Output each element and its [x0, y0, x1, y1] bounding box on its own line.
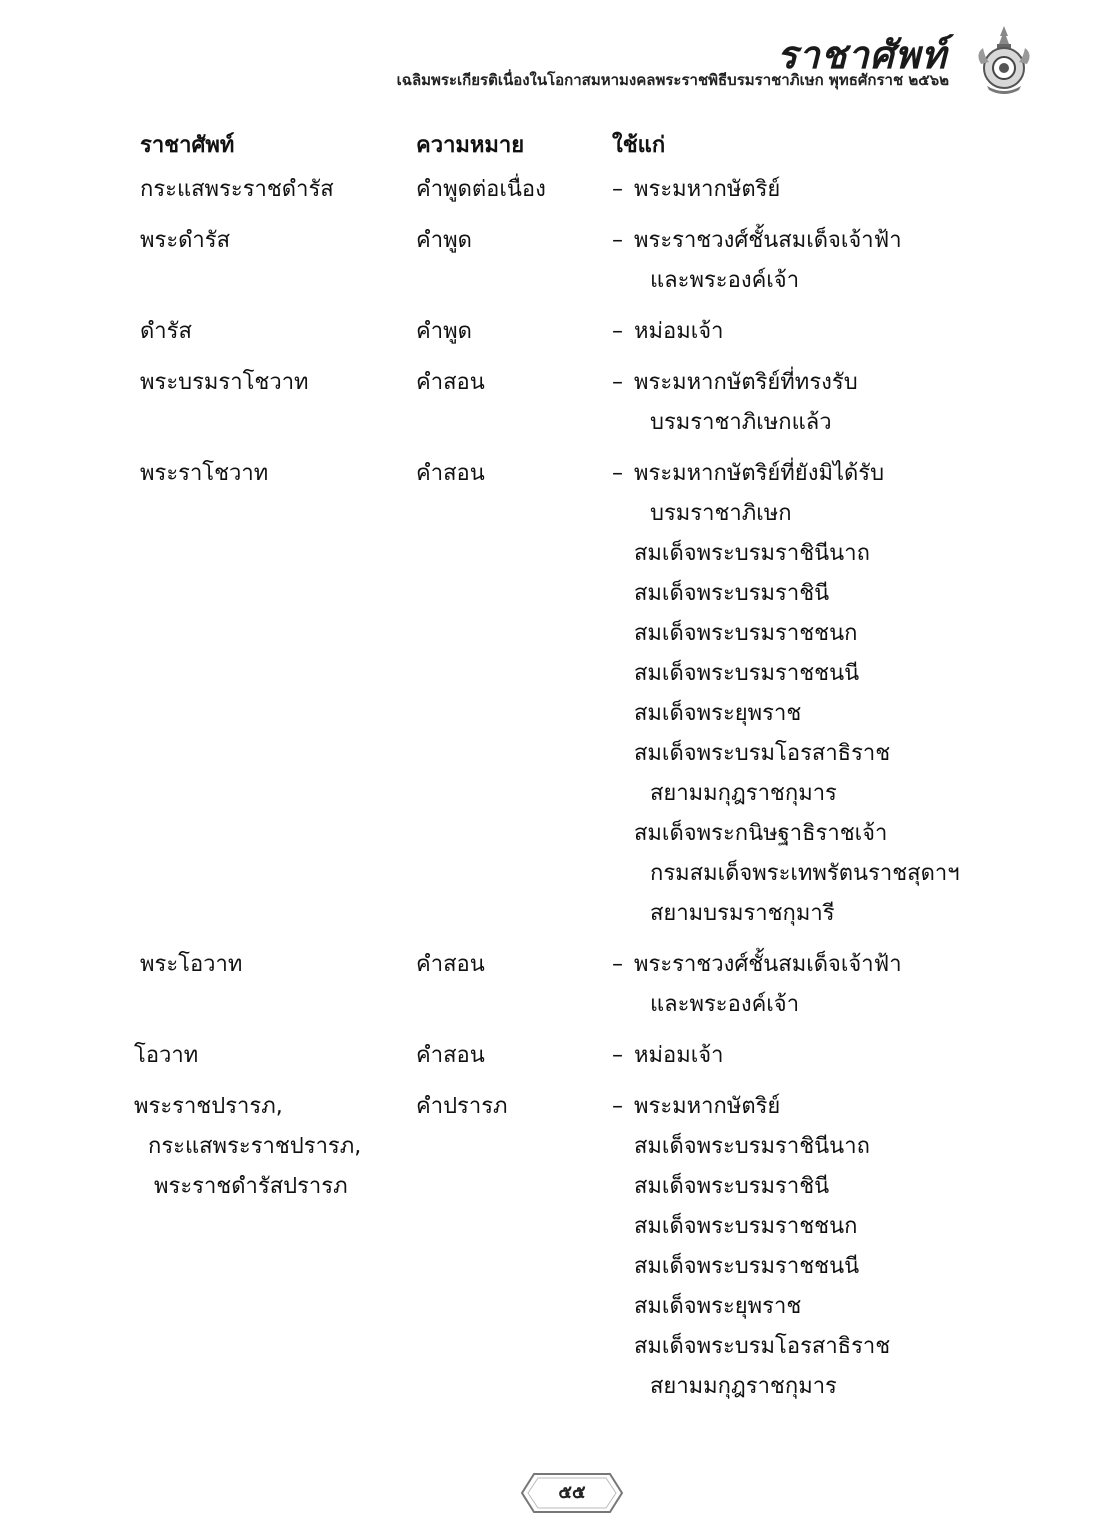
meaning-cell: คำพูด	[416, 228, 472, 253]
applies-to-line	[612, 363, 1052, 403]
table-row	[0, 945, 1093, 1036]
term-cell	[140, 170, 410, 210]
applies-to-line	[612, 454, 1052, 494]
applies-to-cell	[612, 221, 1052, 301]
table-header-row	[0, 120, 1093, 170]
page-number-badge	[520, 1472, 624, 1514]
applies-to-text: พระมหากษัตริย์ที่ยังมิได้รับ	[634, 461, 885, 486]
column-header: ราชาศัพท์	[140, 133, 235, 158]
table-row	[0, 454, 1093, 945]
meaning-cell: คำสอน	[416, 461, 485, 486]
applies-to-cell	[612, 312, 1052, 352]
term-cell	[140, 945, 410, 985]
applies-to-line	[612, 654, 1052, 694]
applies-to-cell	[612, 170, 1052, 210]
applies-to-cell	[612, 1087, 1052, 1407]
applies-to-line	[612, 312, 1052, 352]
applies-to-line	[612, 534, 1052, 574]
applies-to-line	[612, 814, 1052, 854]
term-cell	[140, 221, 410, 261]
applies-to-line	[612, 734, 1052, 774]
applies-to-line	[612, 1087, 1052, 1127]
applies-to-text: กรมสมเด็จพระเทพรัตนราชสุดาฯ	[650, 861, 960, 886]
term-text: พระราชปรารภ,	[134, 1094, 283, 1119]
applies-to-line	[612, 1207, 1052, 1247]
applies-to-line	[612, 1036, 1052, 1076]
applies-to-text: และพระองค์เจ้า	[650, 992, 800, 1017]
dash-marker: –	[612, 1094, 623, 1119]
applies-to-text: พระมหากษัตริย์	[634, 177, 781, 202]
applies-to-text: สมเด็จพระกนิษฐาธิราชเจ้า	[634, 821, 888, 846]
applies-to-line	[612, 774, 1052, 814]
applies-to-cell	[612, 363, 1052, 443]
royal-emblem-icon	[973, 24, 1035, 94]
table-row	[0, 170, 1093, 221]
applies-to-text: บรมราชาภิเษกแล้ว	[650, 410, 832, 435]
table-row	[0, 221, 1093, 312]
applies-to-text: พระมหากษัตริย์ที่ทรงรับ	[634, 370, 858, 395]
page-subtitle: เฉลิมพระเกียรติเนื่องในโอกาสมหามงคลพระราชพิธีบรมราชาภิเษก พุทธศักราช ๒๕๖๒	[396, 71, 949, 89]
applies-to-text: และพระองค์เจ้า	[650, 268, 800, 293]
meaning-cell: คำสอน	[416, 370, 485, 395]
applies-to-line	[612, 403, 1052, 443]
page-header	[365, 18, 1065, 98]
applies-to-cell	[612, 454, 1052, 934]
term-cell	[134, 1036, 404, 1076]
term-text: โอวาท	[134, 1043, 199, 1068]
column-header: ความหมาย	[416, 133, 525, 158]
dash-marker: –	[612, 952, 623, 977]
applies-to-text: สมเด็จพระบรมราชชนนี	[634, 661, 860, 686]
applies-to-text: สมเด็จพระบรมโอรสาธิราช	[634, 1334, 891, 1359]
term-text: พระโอวาท	[140, 952, 243, 977]
applies-to-text: หม่อมเจ้า	[634, 319, 724, 344]
applies-to-line	[612, 894, 1052, 934]
term-cell	[140, 312, 410, 352]
table-row	[0, 1087, 1093, 1418]
dash-marker: –	[612, 228, 623, 253]
applies-to-text: สมเด็จพระบรมโอรสาธิราช	[634, 741, 891, 766]
term-cell	[140, 363, 410, 403]
meaning-cell: คำพูดต่อเนื่อง	[416, 177, 546, 202]
dash-marker: –	[612, 370, 623, 395]
applies-to-text: สมเด็จพระบรมราชินี	[634, 1174, 830, 1199]
applies-to-line	[612, 494, 1052, 534]
applies-to-text: บรมราชาภิเษก	[650, 501, 792, 526]
term-cell	[140, 454, 410, 494]
applies-to-line	[612, 1127, 1052, 1167]
applies-to-line	[612, 574, 1052, 614]
applies-to-text: สมเด็จพระยุพราช	[634, 701, 802, 726]
applies-to-line	[612, 694, 1052, 734]
applies-to-text: สมเด็จพระบรมราชชนก	[634, 1214, 858, 1239]
applies-to-cell	[612, 1036, 1052, 1076]
applies-to-line	[612, 614, 1052, 654]
term-text: กระแสพระราชดำรัส	[140, 177, 334, 202]
term-text: พระดำรัส	[140, 228, 231, 253]
applies-to-text: สมเด็จพระบรมราชินีนาถ	[634, 1134, 870, 1159]
term-text: พระราโชวาท	[140, 461, 269, 486]
applies-to-text: สยามมกุฎราชกุมาร	[650, 781, 837, 806]
dash-marker: –	[612, 1043, 623, 1068]
applies-to-line	[612, 985, 1052, 1025]
applies-to-text: สยามบรมราชกุมารี	[650, 901, 835, 926]
applies-to-line	[612, 221, 1052, 261]
applies-to-text: สยามมกุฎราชกุมาร	[650, 1374, 837, 1399]
royal-vocabulary-table	[0, 120, 1093, 1418]
table-row	[0, 1036, 1093, 1087]
applies-to-line	[612, 1247, 1052, 1287]
page-title: ราชาศัพท์	[776, 33, 947, 77]
page-number: ๕๕	[558, 1482, 586, 1503]
meaning-cell: คำสอน	[416, 1043, 485, 1068]
applies-to-text: พระมหากษัตริย์	[634, 1094, 781, 1119]
applies-to-text: พระราชวงศ์ชั้นสมเด็จเจ้าฟ้า	[634, 952, 902, 977]
applies-to-line	[612, 1287, 1052, 1327]
term-text: พระราชดำรัสปรารภ	[154, 1174, 348, 1199]
applies-to-line	[612, 1167, 1052, 1207]
term-text: กระแสพระราชปรารภ,	[148, 1134, 362, 1159]
dash-marker: –	[612, 177, 623, 202]
dash-marker: –	[612, 461, 623, 486]
applies-to-line	[612, 945, 1052, 985]
meaning-cell: คำสอน	[416, 952, 485, 977]
applies-to-line	[612, 854, 1052, 894]
applies-to-text: สมเด็จพระบรมราชชนนี	[634, 1254, 860, 1279]
applies-to-text: สมเด็จพระบรมราชินี	[634, 581, 830, 606]
term-cell	[134, 1087, 404, 1207]
term-text: พระบรมราโชวาท	[140, 370, 309, 395]
applies-to-text: หม่อมเจ้า	[634, 1043, 724, 1068]
meaning-cell: คำพูด	[416, 319, 472, 344]
applies-to-line	[612, 261, 1052, 301]
applies-to-text: สมเด็จพระบรมราชินีนาถ	[634, 541, 870, 566]
table-row	[0, 363, 1093, 454]
applies-to-text: สมเด็จพระบรมราชชนก	[634, 621, 858, 646]
term-text: ดำรัส	[140, 319, 192, 344]
applies-to-cell	[612, 945, 1052, 1025]
meaning-cell: คำปรารภ	[416, 1094, 508, 1119]
dash-marker: –	[612, 319, 623, 344]
table-row	[0, 312, 1093, 363]
column-header: ใช้แก่	[612, 133, 666, 158]
applies-to-text: พระราชวงศ์ชั้นสมเด็จเจ้าฟ้า	[634, 228, 902, 253]
applies-to-line	[612, 1367, 1052, 1407]
applies-to-line	[612, 1327, 1052, 1367]
applies-to-text: สมเด็จพระยุพราช	[634, 1294, 802, 1319]
applies-to-line	[612, 170, 1052, 210]
